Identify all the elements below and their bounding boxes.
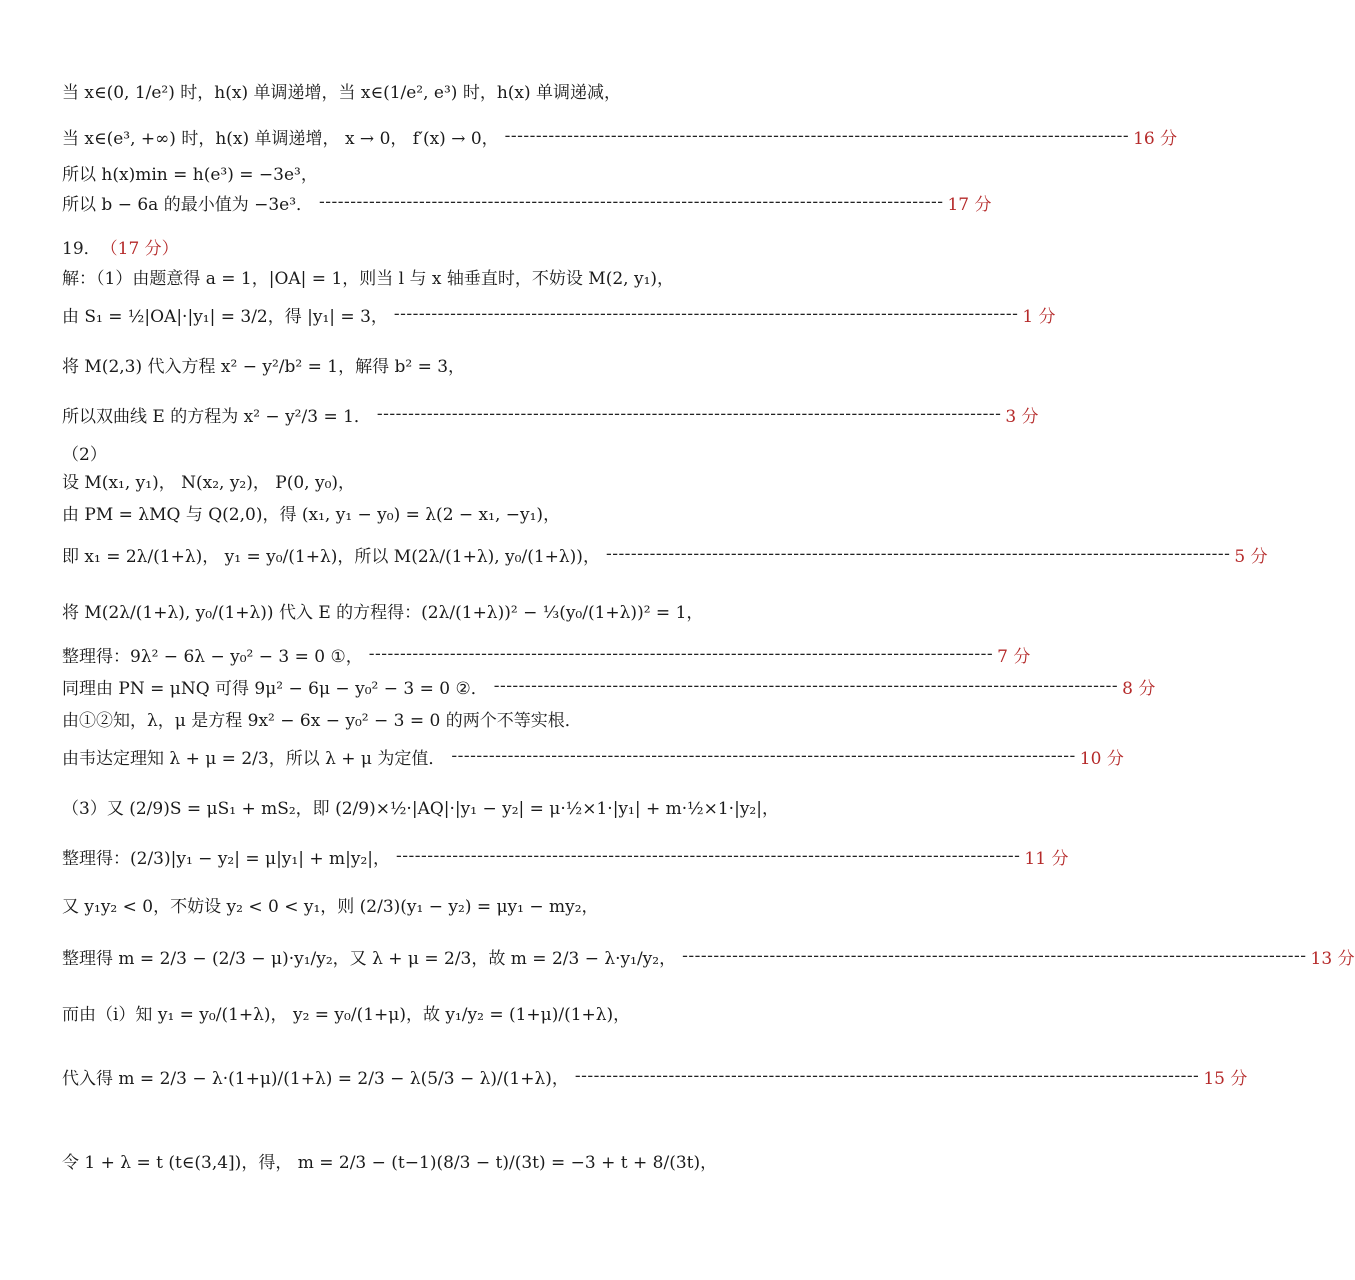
- score-label: 11 分: [1024, 848, 1069, 869]
- line-text: 令 1 + λ = t (t∈(3,4])，得， m = 2/3 − (t−1)(8/3 − t)/(3t) = −3 + t + 8/(3t)，: [62, 1152, 718, 1173]
- score-label: 8 分: [1122, 678, 1156, 699]
- score-label: 3 分: [1005, 406, 1039, 427]
- line-text: 整理得：(2/3)|y₁ − y₂| = μ|y₁| + m|y₂|，: [62, 848, 390, 869]
- line-simplify-1: [62, 836, 1069, 876]
- line-text: 由韦达定理知 λ + μ = 2/3，所以 λ + μ 为定值．: [62, 748, 446, 769]
- line-area-s1: [62, 294, 1056, 334]
- line-increasing-interval: [62, 116, 1178, 156]
- line-text: 将 M(2,3) 代入方程 x² − y²/b² = 1，解得 b² = 3，: [62, 356, 466, 377]
- line-sign-assumption: [62, 884, 802, 924]
- line-m-expression: [62, 936, 1355, 976]
- question-points: （17 分）: [100, 238, 179, 259]
- score-label: 15 分: [1203, 1068, 1248, 1089]
- score-label: 5 分: [1234, 546, 1268, 567]
- dotted-leader: ----------------------------------------------------------------------------------------------------: [451, 746, 1076, 766]
- dotted-leader: ----------------------------------------------------------------------------------------------------: [504, 126, 1130, 146]
- line-text: 将 M(2λ/(1+λ), y₀/(1+λ)) 代入 E 的方程得：(2λ/(1+λ))² − ⅓(y₀/(1+λ))² = 1，: [62, 602, 704, 623]
- line-text: 由①②知，λ，μ 是方程 9x² − 6x − y₀² − 3 = 0 的两个不等实根．: [62, 710, 582, 731]
- line-text: （3）又 (2/9)S = μS₁ + mS₂，即 (2/9)×½·|AQ|·|y₁ − y₂| = μ·½×1·|y₁| + m·½×1·|y₂|，: [62, 798, 779, 819]
- dotted-leader: ----------------------------------------------------------------------------------------------------: [368, 644, 994, 664]
- line-ratio: [62, 992, 802, 1032]
- line-part3-area: [62, 786, 802, 826]
- score-label: 7 分: [997, 646, 1031, 667]
- score-label: 1 分: [1022, 306, 1056, 327]
- score-label: 13 分: [1310, 948, 1355, 969]
- dotted-leader: ----------------------------------------------------------------------------------------------------: [396, 846, 1021, 866]
- score-label: 10 分: [1079, 748, 1124, 769]
- line-text: 由 PM = λMQ 与 Q(2,0)，得 (x₁, y₁ − y₀) = λ(2 − x₁, −y₁)，: [62, 504, 561, 525]
- line-monotonic-intervals: [62, 70, 802, 110]
- line-text: 同理由 PN = μNQ 可得 9μ² − 6μ − y₀² − 3 = 0 ②．: [62, 678, 488, 699]
- dotted-leader: ----------------------------------------------------------------------------------------------------: [605, 544, 1231, 564]
- dotted-leader: ----------------------------------------------------------------------------------------------------: [376, 404, 1002, 424]
- line-part1-setup: [62, 256, 802, 296]
- dotted-leader: ----------------------------------------------------------------------------------------------------: [574, 1066, 1200, 1086]
- line-substitute-t: [62, 1140, 802, 1180]
- line-text: 整理得：9λ² − 6λ − y₀² − 3 = 0 ①，: [62, 646, 363, 667]
- line-substitute-m: [62, 344, 802, 384]
- line-roots: [62, 698, 802, 738]
- line-vieta: [62, 736, 1124, 776]
- line-text: 由 S₁ = ½|OA|·|y₁| = 3/2，得 |y₁| = 3，: [62, 306, 388, 327]
- line-text: 整理得 m = 2/3 − (2/3 − μ)·y₁/y₂，又 λ + μ = 2/3，故 m = 2/3 − λ·y₁/y₂，: [62, 948, 677, 969]
- line-text: 解：（1）由题意得 a = 1，|OA| = 1，则当 l 与 x 轴垂直时，不妨设 M(2, y₁)，: [62, 268, 675, 289]
- line-text: 所以 h(x)min = h(e³) = −3e³，: [62, 164, 318, 185]
- score-label: 17 分: [947, 194, 992, 215]
- line-text: 设 M(x₁, y₁)， N(x₂, y₂)， P(0, y₀)，: [62, 472, 356, 493]
- line-text: （2）: [62, 444, 107, 465]
- dotted-leader: ----------------------------------------------------------------------------------------------------: [393, 304, 1019, 324]
- line-text: 当 x∈(0, 1/e²) 时，h(x) 单调递增，当 x∈(1/e², e³) 时，h(x) 单调递减，: [62, 82, 622, 103]
- line-text: 所以 b − 6a 的最小值为 −3e³．: [62, 194, 314, 215]
- dotted-leader: ----------------------------------------------------------------------------------------------------: [493, 676, 1119, 696]
- line-conclusion: [62, 182, 992, 222]
- line-substitution: [62, 1056, 1248, 1096]
- line-vector-relation: [62, 492, 802, 532]
- line-hyperbola-equation: [62, 394, 1039, 434]
- line-text: 所以双曲线 E 的方程为 x² − y²/3 = 1．: [62, 406, 371, 427]
- line-text: 又 y₁y₂ < 0，不妨设 y₂ < 0 < y₁，则 (2/3)(y₁ − y₂) = μy₁ − my₂，: [62, 896, 599, 917]
- question-number: 19．: [62, 238, 101, 259]
- line-text: 代入得 m = 2/3 − λ·(1+μ)/(1+λ) = 2/3 − λ(5/3 − λ)/(1+λ)，: [62, 1068, 569, 1089]
- line-substitute-e: [62, 590, 802, 630]
- score-label: 16 分: [1133, 128, 1178, 149]
- line-text: 当 x∈(e³, +∞) 时，h(x) 单调递增， x → 0， f′(x) → 0，: [62, 128, 499, 149]
- line-m-coordinates: [62, 534, 1268, 574]
- dotted-leader: ----------------------------------------------------------------------------------------------------: [682, 946, 1307, 966]
- line-text: 而由（i）知 y₁ = y₀/(1+λ)， y₂ = y₀/(1+μ)，故 y₁/y₂ = (1+μ)/(1+λ)，: [62, 1004, 631, 1025]
- dotted-leader: ----------------------------------------------------------------------------------------------------: [319, 192, 944, 212]
- line-text: 即 x₁ = 2λ/(1+λ)， y₁ = y₀/(1+λ)，所以 M(2λ/(1+λ), y₀/(1+λ))，: [62, 546, 600, 567]
